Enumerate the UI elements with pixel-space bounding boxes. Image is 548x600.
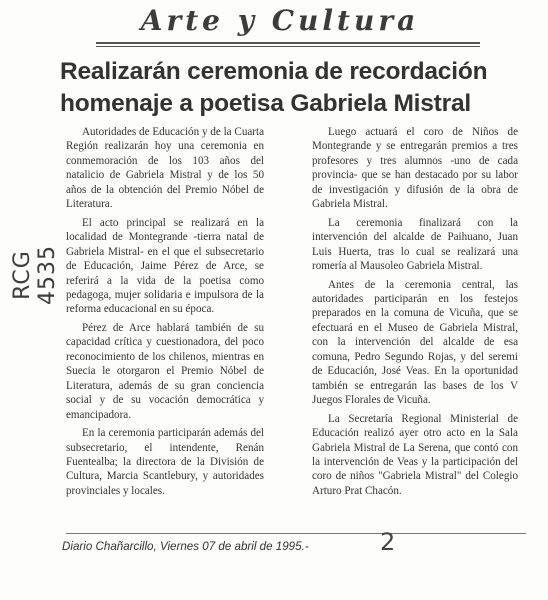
headline xyxy=(60,56,530,120)
source-citation: Diario Chañarcillo, Viernes 07 de abril de 1995.- xyxy=(62,540,309,553)
paragraph: Autoridades de Educación y de la Cuarta Región realizarán hoy una ceremonia en conmemoración de los 103 años del natalicio de Gabriela Mistral y de los 50 años de la obtención del Premio Nóbel de Literatura. xyxy=(66,126,264,211)
headline-line-2: homenaje a poetisa Gabriela Mistral xyxy=(60,90,472,117)
article-column-right xyxy=(312,125,518,502)
paragraph: Pérez de Arce hablará también de su capacidad crítica y cuestionadora, del poco reconocimiento de los chilenos, mientras en Suecia le otorgaron el Premio Nóbel de Literatura, además de su gran conciencia social y de su vocación democrática y emancipadora. xyxy=(66,321,264,421)
paragraph: La Secretaría Regional Ministerial de Educación realizó ayer otro acto en la Sala Gabriela Mistral de La Serena, que contó con la intervención de Veas y la participación del coro de niños "Gabriela Mistral" del Colegio Arturo Prat Chacón. xyxy=(312,412,518,497)
paragraph: El acto principal se realizará en la localidad de Montegrande -tierra natal de Gabriela Mistral- en el que el subsecretario de Educación, Jaime Pérez de Arce, se referirá a la vida de la poetisa como pedagoga, mujer solidaria e impulsora de la reforma educacional en su época. xyxy=(66,216,264,316)
section-rule-bottom xyxy=(96,46,480,47)
section-title: Arte y Cultura xyxy=(140,4,420,37)
article-column-left xyxy=(66,125,264,502)
headline-line-1: Realizarán ceremonia de recordación xyxy=(60,58,488,85)
paragraph: En la ceremonia participarán además del subsecretario, el intendente, Renán Fuentealba; la directora de la División de Cultura, Marcia Scantlebury, y autoridades provinciales y locales. xyxy=(66,427,264,497)
handwritten-archive-code: RCG 4535 xyxy=(10,245,60,305)
paragraph: Antes de la ceremonia central, las autoridades participarán en los festejos preparados en la comuna de Vicuña, que se efectuará en el Museo de Gabriela Mistral, con la intervención del alcalde de esa comuna, Pedro Segundo Rojas, y del seremi de Educación, José Veas. En la oportunidad también se entregarán las bases de los V Juegos Florales de Vicuña. xyxy=(312,278,518,407)
paragraph: La ceremonia finalizará con la intervención del alcalde de Paihuano, Juan Luis Huerta, tras lo cual se realizará una romería al Mausoleo Gabriela Mistral. xyxy=(312,216,518,273)
section-rule-top xyxy=(96,42,480,44)
handwritten-page-number: 2 xyxy=(380,528,396,556)
footer-rule xyxy=(66,533,526,534)
paragraph: Luego actuará el coro de Niños de Montegrande y se entregarán premios a tres profesores y tres alumnos -uno de cada provincia- que se han destacado por su labor de investigación y difusión de la obra de Gabriela Mistral. xyxy=(312,126,518,211)
